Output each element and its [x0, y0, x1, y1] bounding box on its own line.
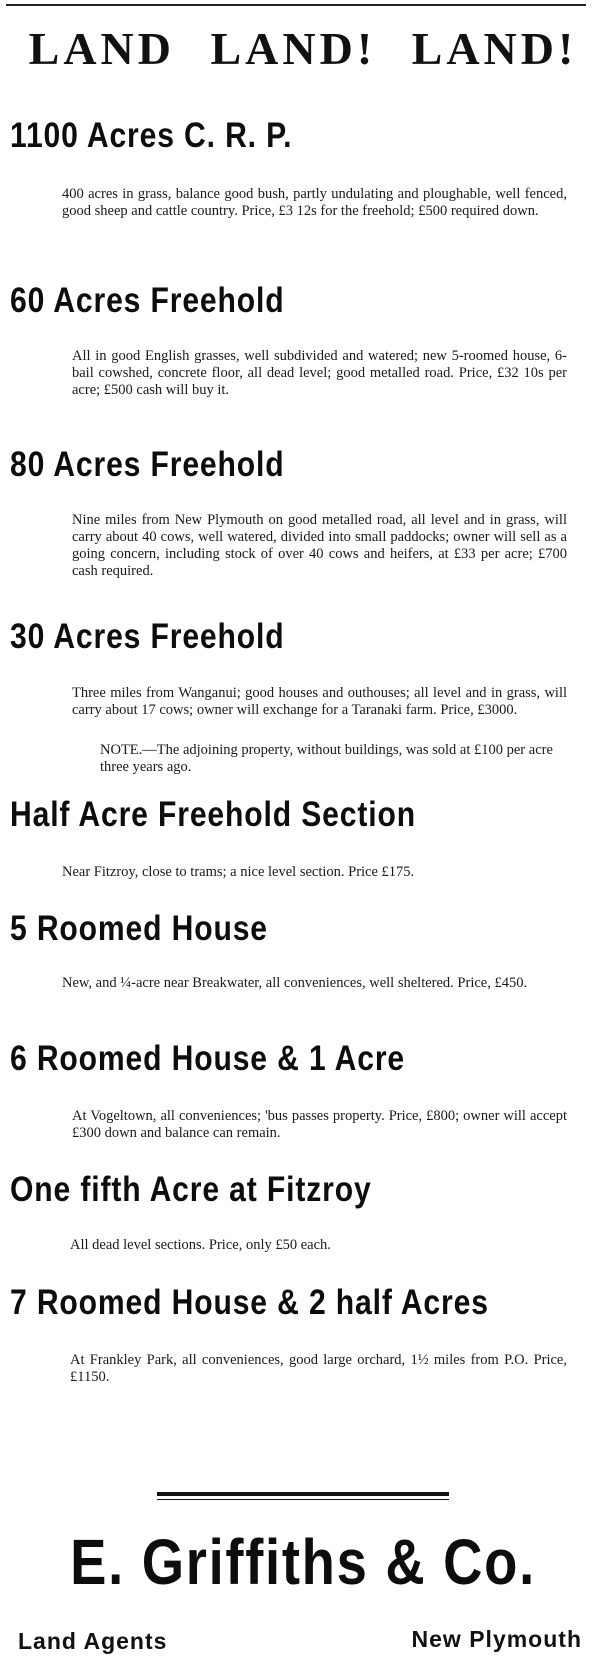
listing-description: At Vogeltown, all conveniences; 'bus passes property. Price, £800; owner will accept £300 down and balance can remain.: [72, 1108, 567, 1141]
masthead: LAND LAND! LAND!: [28, 23, 578, 74]
listing-heading: 30 Acres Freehold: [10, 617, 285, 656]
listing-description: Near Fitzroy, close to trams; a nice level section. Price £175.: [62, 864, 415, 880]
listing-description: 400 acres in grass, balance good bush, partly undulating and ploughable, well fenced, good sheep and cattle country. Price, £3 12s for the freehold; £500 required down.: [62, 186, 567, 219]
listing-description: At Frankley Park, all conveniences, good large orchard, 1½ miles from P.O. Price, £1150.: [70, 1352, 567, 1385]
divider-rule: [157, 1492, 449, 1496]
listing-note: NOTE.—The adjoining property, without buildings, was sold at £100 per acre three years ago.: [100, 742, 553, 775]
listing-heading: 6 Roomed House & 1 Acre: [10, 1039, 406, 1078]
divider-rule-thin: [157, 1499, 449, 1500]
listing-description: New, and ¼-acre near Breakwater, all conveniences, well sheltered. Price, £450.: [62, 975, 528, 991]
listing-heading: 5 Roomed House: [10, 909, 268, 948]
footer-role: Land Agents: [18, 1628, 168, 1654]
listing-description: All dead level sections. Price, only £50 each.: [70, 1237, 331, 1253]
firm-name: E. Griffiths & Co.: [70, 1526, 536, 1598]
listing-heading: One fifth Acre at Fitzroy: [10, 1170, 372, 1209]
listing-heading: Half Acre Freehold Section: [10, 795, 416, 834]
listing-description: All in good English grasses, well subdivided and watered; new 5-roomed house, 6-bail cowshed, concrete floor, all dead level; good metalled road. Price, £32 10s per acre; £500 cash will buy it.: [72, 348, 567, 398]
footer-location: New Plymouth: [411, 1626, 582, 1652]
listing-heading: 60 Acres Freehold: [10, 281, 285, 320]
listing-description: Three miles from Wanganui; good houses and outhouses; all level and in grass, will carry about 17 cows; owner will exchange for a Taranaki farm. Price, £3000.: [72, 685, 567, 718]
listing-heading: 80 Acres Freehold: [10, 445, 285, 484]
listing-heading: 7 Roomed House & 2 half Acres: [10, 1283, 489, 1322]
listing-heading: 1100 Acres C. R. P.: [10, 116, 293, 155]
top-rule: [6, 4, 586, 6]
listing-description: Nine miles from New Plymouth on good metalled road, all level and in grass, will carry about 40 cows, well watered, divided into small paddocks; owner will sell as a going concern, including stock of over 40 cows and heifers, at £33 per acre; £700 cash required.: [72, 512, 567, 579]
